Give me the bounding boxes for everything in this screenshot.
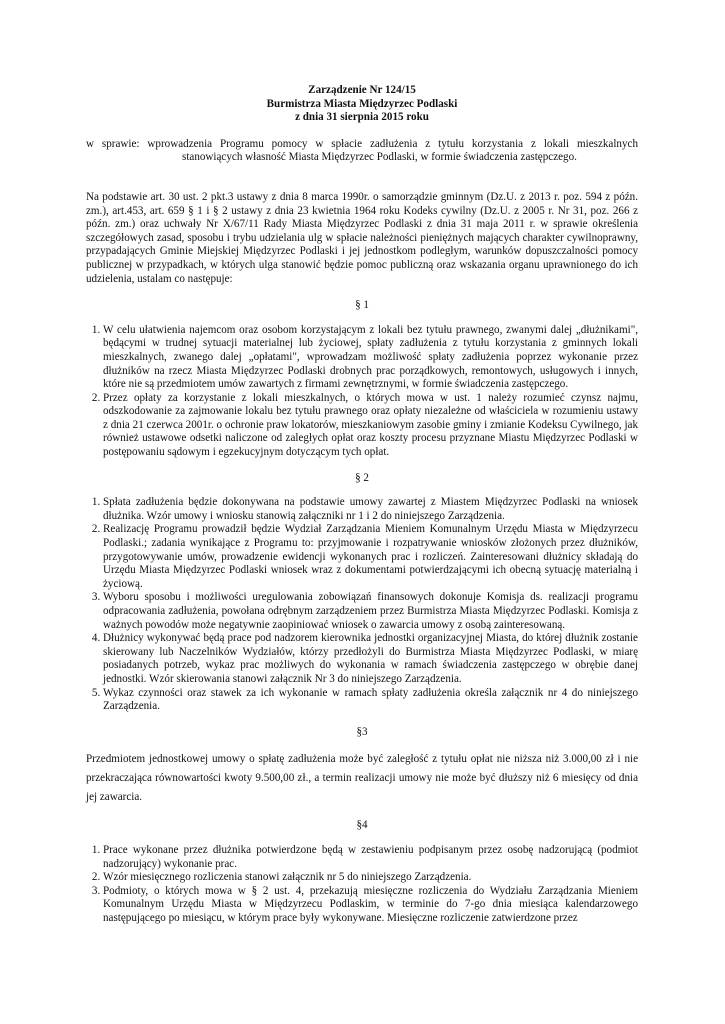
list-item: 4. Dłużnicy wykonywać będą prace pod nadzorem kierownika jednostki organizacyjnej Miasta, do której dłużnik zostanie skierowany lub Naczelników Wydziałów, którzy przedłożyli do Burmistrza Miasta Międzyrzec Podlaski, w miarę posiadanych potrzeb, wykaz prac możliwych do wykonania w ramach świadczenia zastępczego w obrębie danej jednostki. Wzór skierowania stanowi załącznik Nr 3 do niniejszego Zarządzenia. [103, 632, 638, 686]
section-4-heading: §4 [356, 819, 368, 832]
subject-line-2: stanowiących własność Miasta Międzyrzec Podlaski, w formie świadczenia zastępczego. [182, 151, 577, 164]
list-item: 5. Wykaz czynności oraz stawek za ich wykonanie w ramach spłaty zadłużenia określa załącznik nr 4 do niniejszego Zarządzenia. [103, 687, 638, 714]
legal-basis: Na podstawie art. 30 ust. 2 pkt.3 ustawy z dnia 8 marca 1990r. o samorządzie gminnym (Dz.U. z 2013 r. poz. 594 z późn. zm.), art.453, art. 659 § 1 i § 2 ustawy z dnia 23 kwietnia 1964 roku Kodeks cywilny (Dz.U. z 2005 r. Nr 31, poz. 266 z późn. zm.) oraz uchwały Nr X/67/11 Rady Miasta Międzyrzec Podlaski z dnia 31 maja 2011 r. w sprawie określenia szczegółowych zasad, sposobu i trybu udzielania ulg w spłacie należności pieniężnych mających charakter cywilnoprawny, przypadających Gminie Miejskiej Międzyrzec Podlaski i jej jednostkom podległym, warunków dopuszczalności pomocy publicznej w przypadkach, w których ulga stanowić będzie pomoc publiczną oraz wskazania organu uprawnionego do ich udzielenia, ustalam co następuje: [86, 190, 638, 285]
list-item: 2. Wzór miesięcznego rozliczenia stanowi załącznik nr 5 do niniejszego Zarządzenia. [103, 871, 638, 885]
list-item: 2. Przez opłaty za korzystanie z lokali mieszkalnych, o których mowa w ust. 1 należy rozumieć czynsz najmu, odszkodowanie za zajmowanie lokalu bez tytułu prawnego oraz opłaty niezależne od właściciela w rozumieniu ustawy z dnia 21 czerwca 2001r. o ochronie praw lokatorów, mieszkaniowym zasobie gminy i zmianie Kodeksu Cywilnego, jak również ustawowe odsetki naliczone od zaległych opłat oraz koszty procesu przyznane Miastu Międzyrzec Podlaski w postępowaniu sądowym i egzekucyjnym dotyczącym tych opłat. [103, 392, 638, 460]
document-page [86, 84, 638, 926]
subject [86, 138, 638, 165]
list-item: 3. Wyboru sposobu i możliwości uregulowania zobowiązań finansowych dokonuje Komisja ds. realizacji programu odpracowania zadłużenia, powołana odrębnym zarządzeniem przez Burmistrza Miasta Międzyrzec Podlaski. Komisja z ważnych powodów może negatywnie zaopiniować wniosek o zawarcia umowy z osobą zainteresowaną. [103, 591, 638, 632]
subject-line-1: w sprawie: wprowadzenia Programu pomocy w spłacie zadłużenia z tytułu korzystania z lokali mieszkalnych [86, 137, 638, 150]
section-2-heading: § 2 [355, 471, 369, 484]
document-header [86, 84, 638, 125]
ordinance-number: Zarządzenie Nr 124/15 [308, 84, 416, 96]
list-item: 1. W celu ułatwienia najemcom oraz osobom korzystającym z lokali bez tytułu prawnego, zwanymi dalej „dłużnikami", będącymi w trudnej sytuacji materialnej lub życiowej, spłaty zadłużenia z tytułu korzystania z gminnych lokali mieszkalnych, zwanego dalej „opłatami", wprowadzam możliwość spłaty zadłużenia poprzez wykonanie przez dłużników na rzecz Miasta Międzyrzec Podlaski drobnych prac porządkowych, remontowych, usługowych i innych, które nie są przedmiotem umów zawartych z firmami zewnętrznymi, w formie świadczenia zastępczego. [103, 324, 638, 392]
section-3-heading: §3 [356, 725, 368, 738]
list-item: 3. Podmioty, o których mowa w § 2 ust. 4, przekazują miesięczne rozliczenia do Wydziału Zarządzania Mieniem Komunalnym Urzędu Miasta w Międzyrzecu Podlaskim, w terminie do 7-go dnia miesiąca kalendarzowego następującego po miesiącu, w którym prace były wykonywane. Miesięczne rozliczenie zatwierdzone przez [103, 885, 638, 926]
issuer: Burmistrza Miasta Międzyrzec Podlaski [266, 97, 458, 110]
list-item: 2. Realizację Programu prowadził będzie Wydział Zarządzania Mieniem Komunalnym Urzędu Miasta w Międzyrzecu Podlaski.; zadania wynikające z Programu to: przyjmowanie i rozpatrywanie wniosków złożonych przez dłużników, przygotowywanie umów, prowadzenie ewidencji wykonanych prac i rozliczeń. Zainteresowani dłużnicy składają do Urzędu Miasta Międzyrzec Podlaski wniosek wraz z dokumentami potwierdzającymi ich obecną sytuację materialną i życiową. [103, 523, 638, 591]
list-item: 1. Prace wykonane przez dłużnika potwierdzone będą w zestawieniu podpisanym przez osobę nadzorującą (podmiot nadzorujący) wykonanie prac. [103, 844, 638, 871]
list-item: 1. Spłata zadłużenia będzie dokonywana na podstawie umowy zawartej z Miastem Międzyrzec Podlaski na wniosek dłużnika. Wzór umowy i wniosku stanowią załączniki nr 1 i 2 do niniejszego Zarządzenia. [103, 496, 638, 523]
section-1-heading: § 1 [355, 299, 369, 312]
section-4-list [86, 844, 638, 926]
ordinance-date: z dnia 31 sierpnia 2015 roku [295, 111, 429, 124]
section-3-text: Przedmiotem jednostkowej umowy o spłatę zadłużenia może być zaległość z tytułu opłat nie niższa niż 3.000,00 zł i nie przekraczająca równowartości kwoty 9.500,00 zł., a termin realizacji umowy nie może być dłuższy niż 6 miesięcy od dnia jej zawarcia. [86, 753, 638, 804]
section-2-list [86, 496, 638, 714]
section-1-list [86, 324, 638, 460]
